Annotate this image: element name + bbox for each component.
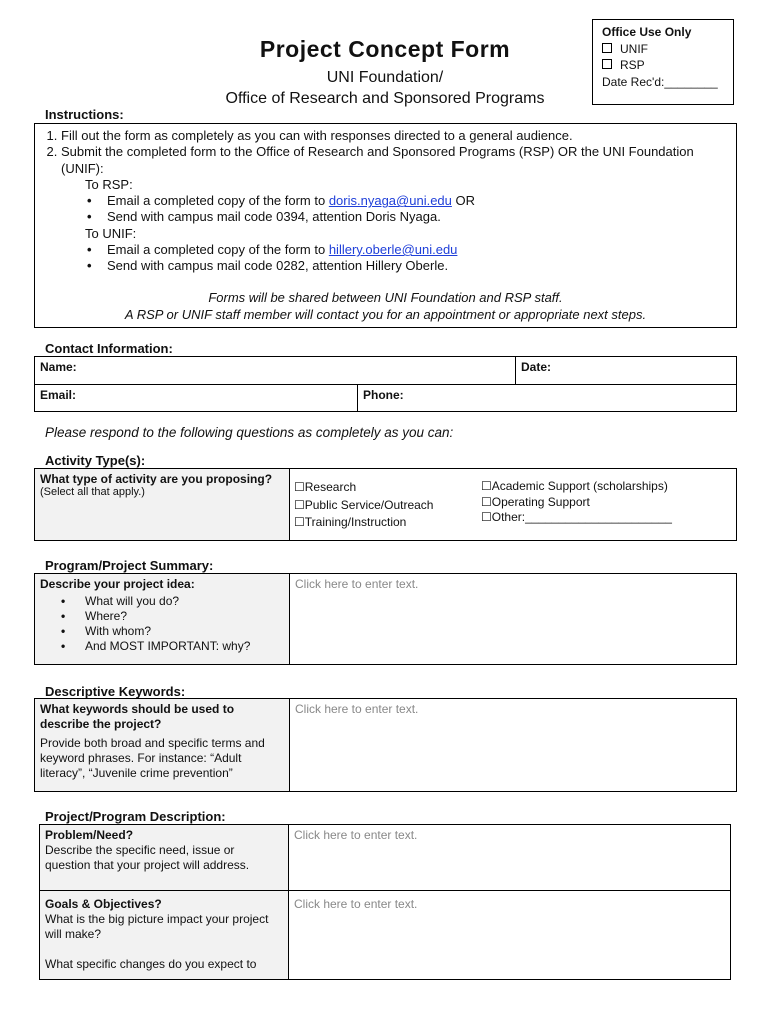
office-date-received: Date Rec'd:________ (602, 74, 718, 89)
activity-question: What type of activity are you proposing? (40, 472, 273, 486)
instruction-step-1: 1. Fill out the form as completely as you can with responses directed to a general audience. (61, 128, 730, 144)
goals-question-cell (40, 891, 289, 980)
keywords-answer-field[interactable] (290, 699, 737, 792)
to-unif-label: To UNIF: (85, 225, 137, 241)
option-public-service[interactable]: ☐Public Service/Outreach (294, 497, 434, 512)
summary-label: Program/Project Summary: (45, 558, 214, 573)
problem-title: Problem/Need? (45, 828, 134, 842)
goals-title: Goals & Objectives? (45, 897, 162, 911)
keywords-hint: Provide both broad and specific terms and keyword phrases. For instance: “Adult literacy”, “Juvenile crime prevention” (40, 736, 265, 780)
summary-table (34, 573, 737, 665)
instruction-step-2: 2. Submit the completed form to the Office of Research and Sponsored Programs (RSP) OR the UNI Foundation (UNIF): (61, 144, 730, 177)
rsp-email-item: • Email a completed copy of the form to doris.nyaga@uni.edu OR (107, 193, 730, 209)
summary-placeholder: Click here to enter text. (295, 577, 419, 591)
to-rsp-label: To RSP: (85, 176, 133, 192)
unif-email-link[interactable]: hillery.oberle@uni.edu (328, 242, 458, 258)
phone-field[interactable]: Phone: (358, 385, 737, 412)
form-title: Project Concept Form (259, 36, 511, 62)
summary-answer-field[interactable] (290, 574, 737, 665)
rsp-email-link[interactable]: doris.nyaga@uni.edu (328, 193, 452, 209)
name-field[interactable]: Name: (35, 357, 516, 385)
goals-text-2: What specific changes do you expect to (45, 957, 257, 971)
summary-bullet: • With whom? (85, 624, 284, 639)
option-operating-support[interactable]: ☐Operating Support (481, 494, 590, 509)
office-use-title: Office Use Only (602, 25, 692, 39)
contact-label: Contact Information: (45, 341, 173, 356)
option-other[interactable]: ☐Other:______________________ (481, 510, 672, 524)
instructions-note-2: A RSP or UNIF staff member will contact you for an appointment or appropriate next steps. (124, 306, 647, 322)
goals-answer-field[interactable] (289, 891, 731, 980)
keywords-question: What keywords should be used to describe the project? (40, 702, 235, 731)
option-training[interactable]: ☐Training/Instruction (294, 515, 407, 529)
contact-table (34, 356, 737, 412)
problem-answer-field[interactable] (289, 825, 731, 891)
activity-hint: (Select all that apply.) (40, 486, 145, 498)
option-academic-support[interactable]: ☐Academic Support (scholarships) (481, 479, 668, 493)
keywords-table (34, 698, 737, 792)
instructions-label: Instructions: (45, 107, 124, 122)
activity-label: Activity Type(s): (45, 453, 146, 468)
office-checkbox-unif[interactable]: UNIF (602, 41, 724, 58)
email-field[interactable]: Email: (35, 385, 358, 412)
description-table (39, 824, 731, 980)
goals-text: What is the big picture impact your project will make? (45, 912, 269, 941)
summary-bullet: • What will you do? (85, 594, 284, 609)
keywords-placeholder: Click here to enter text. (295, 702, 419, 716)
problem-text: Describe the specific need, issue or question that your project will address. (45, 843, 250, 872)
respond-prompt: Please respond to the following questions as completely as you can: (45, 425, 454, 440)
date-field[interactable]: Date: (516, 357, 737, 385)
activity-table (34, 468, 737, 541)
unif-mail-item: • Send with campus mail code 0282, attention Hillery Oberle. (107, 258, 730, 274)
goals-placeholder: Click here to enter text. (294, 897, 418, 911)
activity-options-cell (290, 469, 737, 541)
problem-placeholder: Click here to enter text. (294, 828, 418, 842)
unif-email-item: • Email a completed copy of the form to hillery.oberle@uni.edu (107, 242, 730, 258)
instructions-note-1: Forms will be shared between UNI Foundation and RSP staff. (208, 289, 563, 305)
form-header (0, 36, 770, 109)
option-research[interactable]: ☐Research (294, 480, 357, 494)
summary-bullet: • Where? (85, 609, 284, 624)
problem-question-cell (40, 825, 289, 891)
keywords-label: Descriptive Keywords: (45, 684, 186, 699)
summary-question: Describe your project idea: (40, 577, 195, 591)
summary-question-cell (35, 574, 290, 665)
activity-question-cell (35, 469, 290, 541)
form-subtitle-2: Office of Research and Sponsored Programs (225, 90, 545, 107)
summary-bullet: • And MOST IMPORTANT: why? (85, 639, 284, 654)
description-label: Project/Program Description: (45, 809, 226, 824)
office-checkbox-rsp[interactable]: RSP (602, 57, 724, 74)
form-subtitle-1: UNI Foundation/ (326, 69, 444, 86)
keywords-question-cell (35, 699, 290, 792)
instructions-box (34, 123, 737, 328)
rsp-mail-item: • Send with campus mail code 0394, attention Doris Nyaga. (107, 209, 730, 225)
